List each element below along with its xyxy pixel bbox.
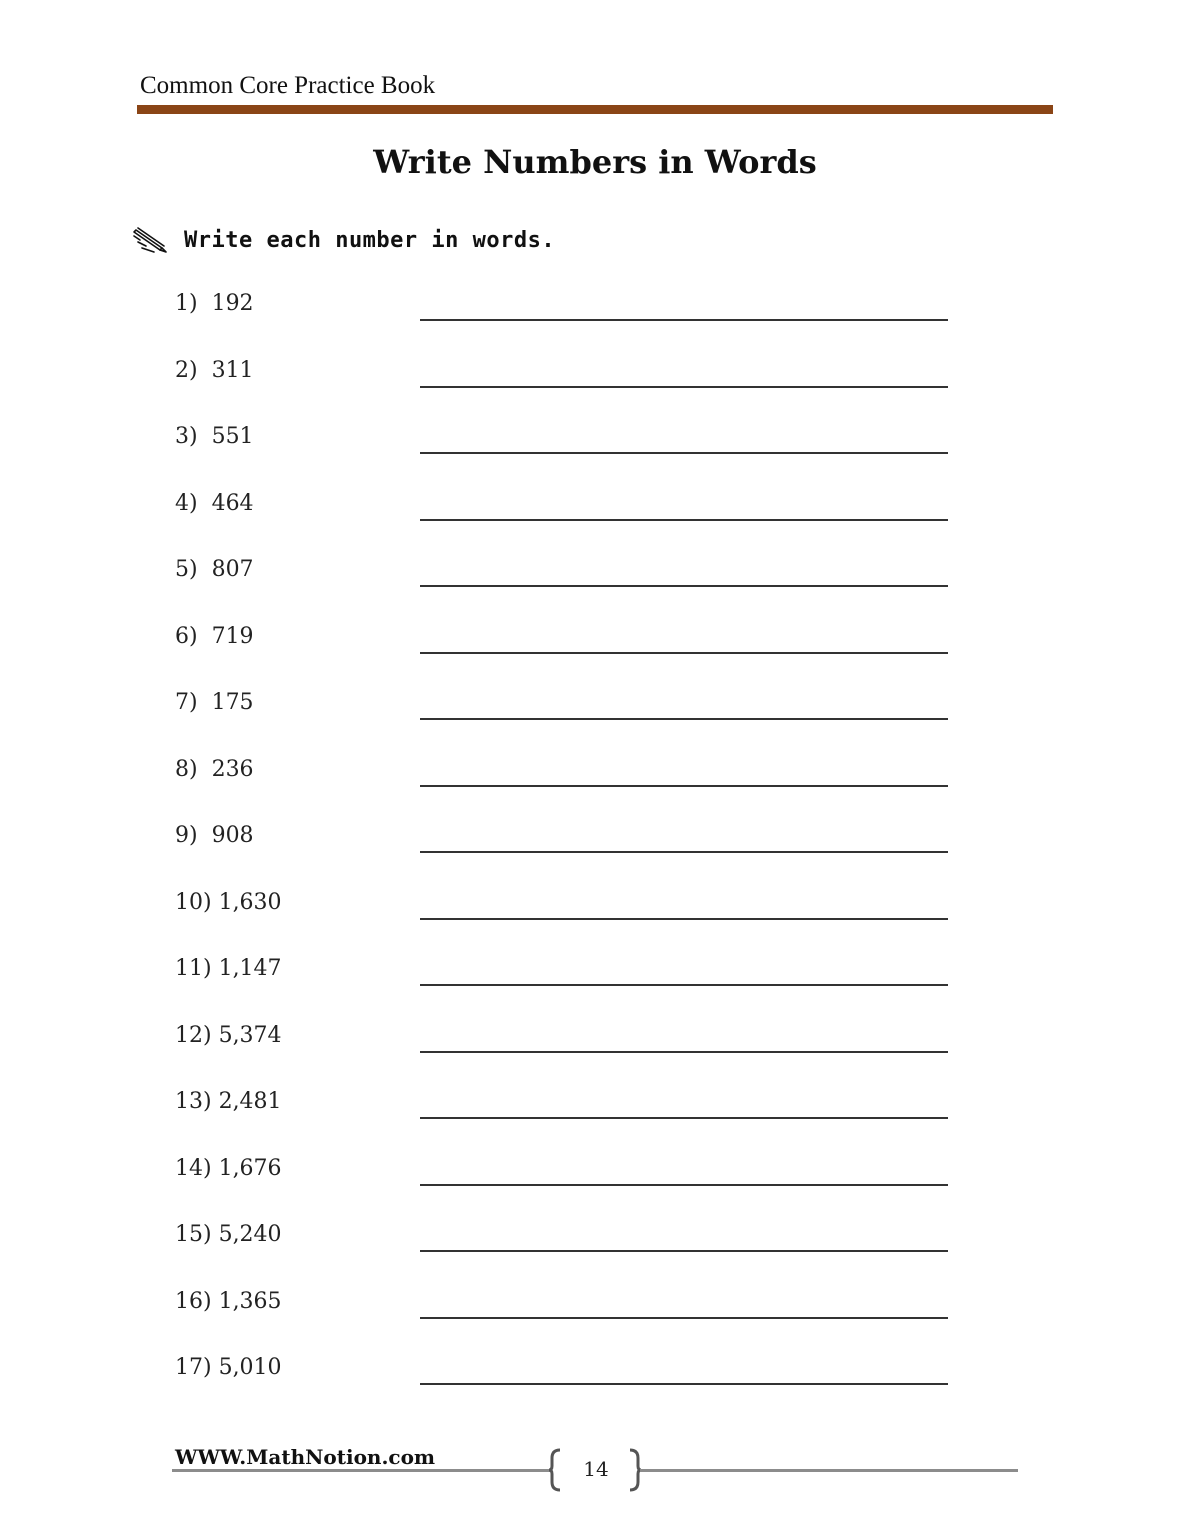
problem-number: 1) 192 bbox=[175, 291, 254, 316]
problem-row bbox=[0, 424, 1190, 464]
problem-row bbox=[0, 1156, 1190, 1196]
answer-line[interactable] bbox=[420, 1317, 948, 1319]
problem-row bbox=[0, 823, 1190, 863]
header-title: Common Core Practice Book bbox=[140, 72, 436, 99]
instruction-text: Write each number in words. bbox=[184, 227, 556, 253]
answer-line[interactable] bbox=[420, 851, 948, 853]
problem-row bbox=[0, 624, 1190, 664]
answer-line[interactable] bbox=[420, 718, 948, 720]
pencil-icon bbox=[132, 226, 172, 254]
answer-line[interactable] bbox=[420, 452, 948, 454]
footer-rule-right bbox=[640, 1469, 1018, 1472]
problem-number: 10) 1,630 bbox=[175, 889, 282, 915]
problem-row bbox=[0, 1222, 1190, 1262]
problem-number: 5) 807 bbox=[175, 557, 254, 582]
problem-number: 8) 236 bbox=[175, 756, 254, 782]
problem-number: 16) 1,365 bbox=[175, 1288, 282, 1314]
problem-number: 15) 5,240 bbox=[175, 1222, 282, 1247]
problem-number: 2) 311 bbox=[175, 357, 254, 383]
problem-row bbox=[0, 1355, 1190, 1395]
problem-row bbox=[0, 358, 1190, 398]
footer-website: WWW.MathNotion.com bbox=[175, 1445, 436, 1469]
instruction bbox=[132, 226, 555, 254]
problem-number: 11) 1,147 bbox=[175, 956, 282, 981]
problem-row bbox=[0, 890, 1190, 930]
problem-number: 14) 1,676 bbox=[175, 1155, 282, 1181]
answer-line[interactable] bbox=[420, 386, 948, 388]
header-rule bbox=[137, 105, 1053, 114]
problem-number: 4) 464 bbox=[175, 490, 254, 516]
answer-line[interactable] bbox=[420, 1051, 948, 1053]
answer-line[interactable] bbox=[420, 519, 948, 521]
problem-row bbox=[0, 291, 1190, 331]
problem-number: 9) 908 bbox=[175, 823, 254, 848]
problem-number: 7) 175 bbox=[175, 690, 254, 715]
answer-line[interactable] bbox=[420, 652, 948, 654]
problem-row bbox=[0, 956, 1190, 996]
problem-row bbox=[0, 1289, 1190, 1329]
left-bracket-icon bbox=[548, 1448, 562, 1492]
problem-number: 3) 551 bbox=[175, 424, 254, 449]
problem-row bbox=[0, 557, 1190, 597]
answer-line[interactable] bbox=[420, 585, 948, 587]
problem-row bbox=[0, 1023, 1190, 1063]
answer-line[interactable] bbox=[420, 1117, 948, 1119]
answer-line[interactable] bbox=[420, 1383, 948, 1385]
problem-number: 6) 719 bbox=[175, 623, 254, 649]
answer-line[interactable] bbox=[420, 1250, 948, 1252]
answer-line[interactable] bbox=[420, 319, 948, 321]
answer-line[interactable] bbox=[420, 1184, 948, 1186]
answer-line[interactable] bbox=[420, 984, 948, 986]
problem-number: 12) 5,374 bbox=[175, 1022, 282, 1048]
problem-number: 17) 5,010 bbox=[175, 1355, 282, 1380]
answer-line[interactable] bbox=[420, 785, 948, 787]
problem-row bbox=[0, 757, 1190, 797]
problem-row bbox=[0, 491, 1190, 531]
page-number: 14 bbox=[583, 1457, 609, 1481]
answer-line[interactable] bbox=[420, 918, 948, 920]
problem-row bbox=[0, 690, 1190, 730]
footer-rule-left bbox=[172, 1469, 550, 1472]
page-title: Write Numbers in Words bbox=[373, 143, 817, 181]
problem-row bbox=[0, 1089, 1190, 1129]
problem-number: 13) 2,481 bbox=[175, 1089, 282, 1114]
